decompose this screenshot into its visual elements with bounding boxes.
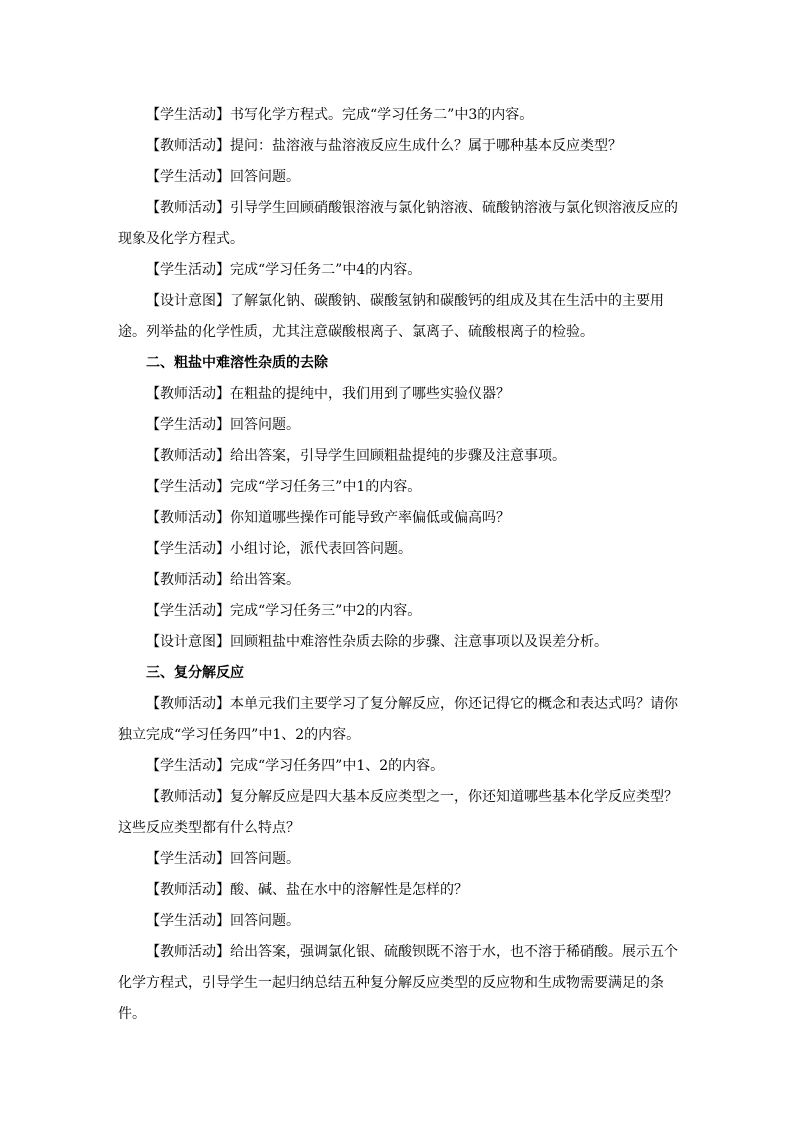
section-heading-3: 三、复分解反应 [146, 665, 244, 681]
paragraph-teacher-activity-8: 【教师活动】复分解反应是四大基本反应类型之一，你还知道哪些基本化学反应类型？这些反应类型都有什么特点？ [118, 789, 678, 836]
paragraph-student-activity-8: 【学生活动】完成“学习任务四”中1、2的内容。 [146, 758, 445, 774]
paragraph-student-activity-3: 【学生活动】完成“学习任务二”中4的内容。 [146, 262, 422, 278]
paragraph-teacher-activity-6: 【教师活动】给出答案。 [146, 572, 300, 588]
paragraph-student-activity-6: 【学生活动】小组讨论，派代表回答问题。 [146, 541, 412, 557]
paragraph-student-activity-2: 【学生活动】回答问题。 [146, 169, 300, 185]
section-heading-2: 二、粗盐中难溶性杂质的去除 [146, 355, 328, 371]
paragraph-design-intent-2: 【设计意图】回顾粗盐中难溶性杂质去除的步骤、注意事项以及误差分析。 [146, 634, 608, 650]
paragraph-teacher-activity-4: 【教师活动】给出答案，引导学生回顾粗盐提纯的步骤及注意事项。 [146, 448, 566, 464]
paragraph-student-activity-10: 【学生活动】回答问题。 [146, 913, 300, 929]
paragraph-teacher-activity-5: 【教师活动】你知道哪些操作可能导致产率偏低或偏高吗？ [146, 510, 510, 526]
paragraph-teacher-activity-3: 【教师活动】在粗盐的提纯中，我们用到了哪些实验仪器？ [146, 386, 510, 402]
paragraph-teacher-activity-10: 【教师活动】给出答案，强调氯化银、硫酸钡既不溶于水，也不溶于稀硝酸。展示五个化学方程式，引导学生一起归纳总结五种复分解反应类型的反应物和生成物需要满足的条件。 [118, 944, 678, 1022]
paragraph-student-activity-5: 【学生活动】完成“学习任务三”中1的内容。 [146, 479, 422, 495]
paragraph-teacher-activity-9: 【教师活动】酸、碱、盐在水中的溶解性是怎样的？ [146, 882, 468, 898]
paragraph-student-activity-4: 【学生活动】回答问题。 [146, 417, 300, 433]
paragraph-design-intent-1: 【设计意图】了解氯化钠、碳酸钠、碳酸氢钠和碳酸钙的组成及其在生活中的主要用途。列举盐的化学性质，尤其注意碳酸根离子、氯离子、硫酸根离子的检验。 [118, 293, 664, 340]
paragraph-student-activity-1: 【学生活动】书写化学方程式。完成“学习任务二”中3的内容。 [146, 107, 534, 123]
paragraph-student-activity-7: 【学生活动】完成“学习任务三”中2的内容。 [146, 603, 422, 619]
paragraph-student-activity-9: 【学生活动】回答问题。 [146, 851, 300, 867]
document-page [118, 100, 688, 1030]
paragraph-teacher-activity-1: 【教师活动】提问：盐溶液与盐溶液反应生成什么？属于哪种基本反应类型？ [146, 138, 622, 154]
paragraph-teacher-activity-2: 【教师活动】引导学生回顾硝酸银溶液与氯化钠溶液、硫酸钠溶液与氯化钡溶液反应的现象及化学方程式。 [118, 200, 678, 247]
paragraph-teacher-activity-7: 【教师活动】本单元我们主要学习了复分解反应，你还记得它的概念和表达式吗？请你独立完成“学习任务四”中1、2的内容。 [118, 696, 678, 743]
